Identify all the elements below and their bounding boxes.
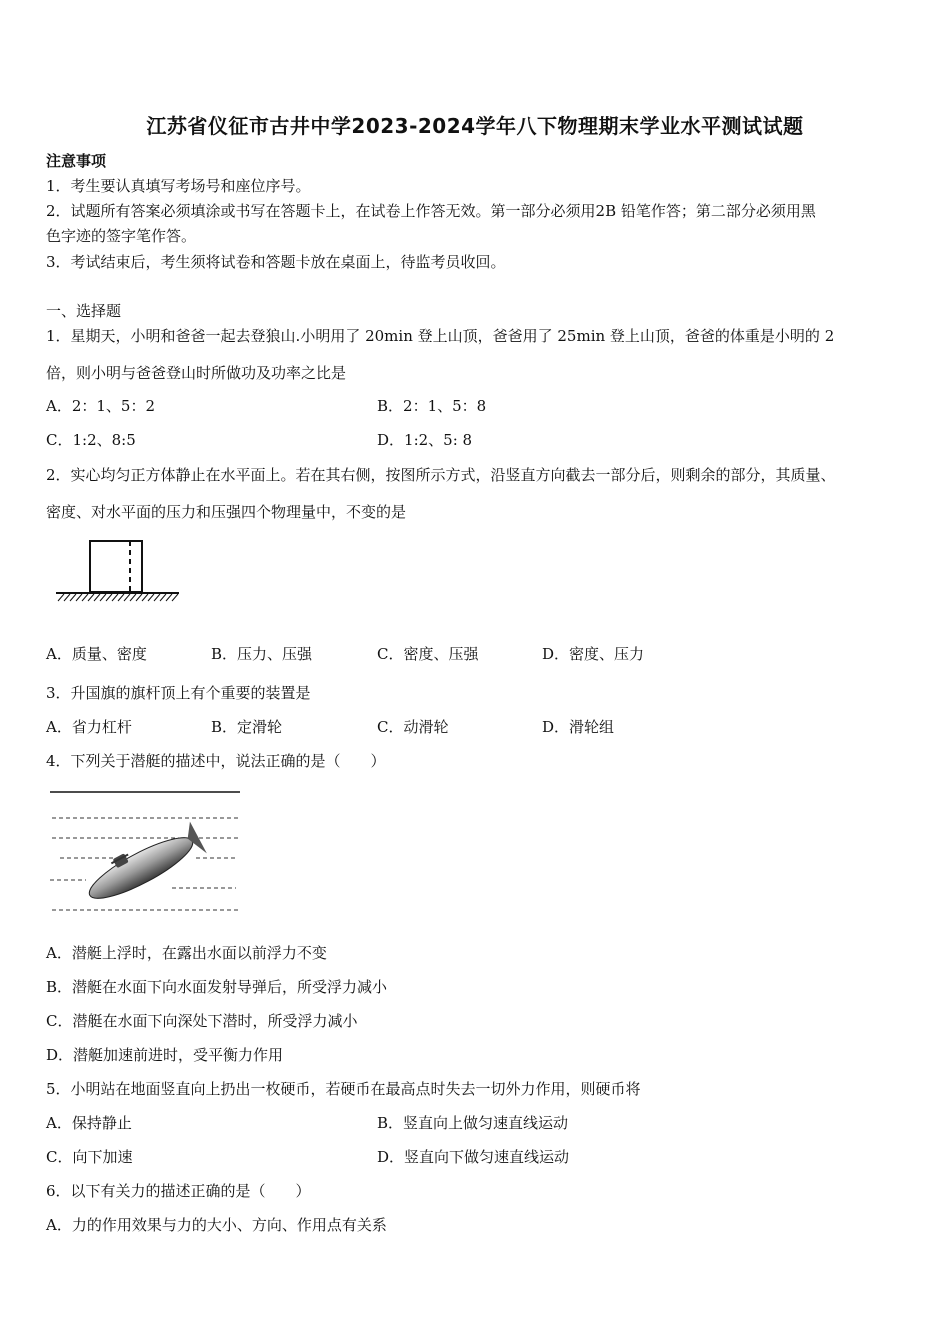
question-2-stem: 2．实心均匀正方体静止在水平面上。若在其右侧，按图所示方式，沿竖直方向截去一部分后，则剩余的部分，其质量、	[46, 466, 836, 484]
q6-option-a: A．力的作用效果与力的大小、方向、作用点有关系	[46, 1216, 387, 1234]
q2-option-d: D．密度、压力	[542, 645, 645, 663]
q2-option-a: A．质量、密度	[46, 645, 147, 663]
q5-option-c: C．向下加速	[46, 1148, 133, 1166]
notice-item: 2．试题所有答案必须填涂或书写在答题卡上，在试卷上作答无效。第一部分必须用2B 铅笔作答；第二部分必须用黑	[46, 202, 816, 220]
question-5-stem: 5．小明站在地面竖直向上扔出一枚硬币，若硬币在最高点时失去一切外力作用，则硬币将	[46, 1080, 641, 1098]
notice-item: 色字迹的签字笔作答。	[46, 227, 197, 245]
q3-option-c: C．动滑轮	[377, 718, 449, 736]
q5-option-a: A．保持静止	[46, 1114, 132, 1132]
q1-option-b: B．2：1、5：8	[377, 397, 487, 415]
notice-heading: 注意事项	[46, 152, 107, 170]
q2-option-b: B．压力、压强	[211, 645, 313, 663]
question-1-stem-cont: 倍，则小明与爸爸登山时所做功及功率之比是	[46, 364, 347, 382]
q4-option-b: B．潜艇在水面下向水面发射导弹后，所受浮力减小	[46, 978, 388, 996]
page-title: 江苏省仪征市古井中学2023-2024学年八下物理期末学业水平测试试题	[146, 114, 804, 138]
q5-option-d: D．竖直向下做匀速直线运动	[377, 1148, 570, 1166]
notice-item: 1．考生要认真填写考场号和座位序号。	[46, 177, 311, 195]
q2-option-c: C．密度、压强	[377, 645, 479, 663]
question-6-stem: 6．以下有关力的描述正确的是（ ）	[46, 1182, 311, 1200]
section-heading: 一、选择题	[46, 302, 122, 320]
notice-item: 3．考试结束后，考生须将试卷和答题卡放在桌面上，待监考员收回。	[46, 253, 506, 271]
q4-option-d: D．潜艇加速前进时，受平衡力作用	[46, 1046, 284, 1064]
q1-option-d: D．1:2、5: 8	[377, 431, 473, 449]
submarine-figure	[46, 784, 246, 919]
cube-on-ground-figure	[52, 538, 182, 606]
question-4-stem: 4．下列关于潜艇的描述中，说法正确的是（ ）	[46, 752, 386, 770]
q4-option-a: A．潜艇上浮时，在露出水面以前浮力不变	[46, 944, 327, 962]
question-3-stem: 3．升国旗的旗杆顶上有个重要的装置是	[46, 684, 311, 702]
q1-option-c: C．1:2、8:5	[46, 431, 136, 449]
q4-option-c: C．潜艇在水面下向深处下潜时，所受浮力减小	[46, 1012, 358, 1030]
q5-option-b: B．竖直向上做匀速直线运动	[377, 1114, 569, 1132]
question-2-stem-cont: 密度、对水平面的压力和压强四个物理量中，不变的是	[46, 503, 407, 521]
q3-option-d: D．滑轮组	[542, 718, 615, 736]
q1-option-a: A．2：1、5：2	[46, 397, 156, 415]
q3-option-a: A．省力杠杆	[46, 718, 132, 736]
q3-option-b: B．定滑轮	[211, 718, 283, 736]
question-1-stem: 1．星期天，小明和爸爸一起去登狼山.小明用了 20min 登上山顶，爸爸用了 25min 登上山顶，爸爸的体重是小明的 2	[46, 327, 835, 345]
